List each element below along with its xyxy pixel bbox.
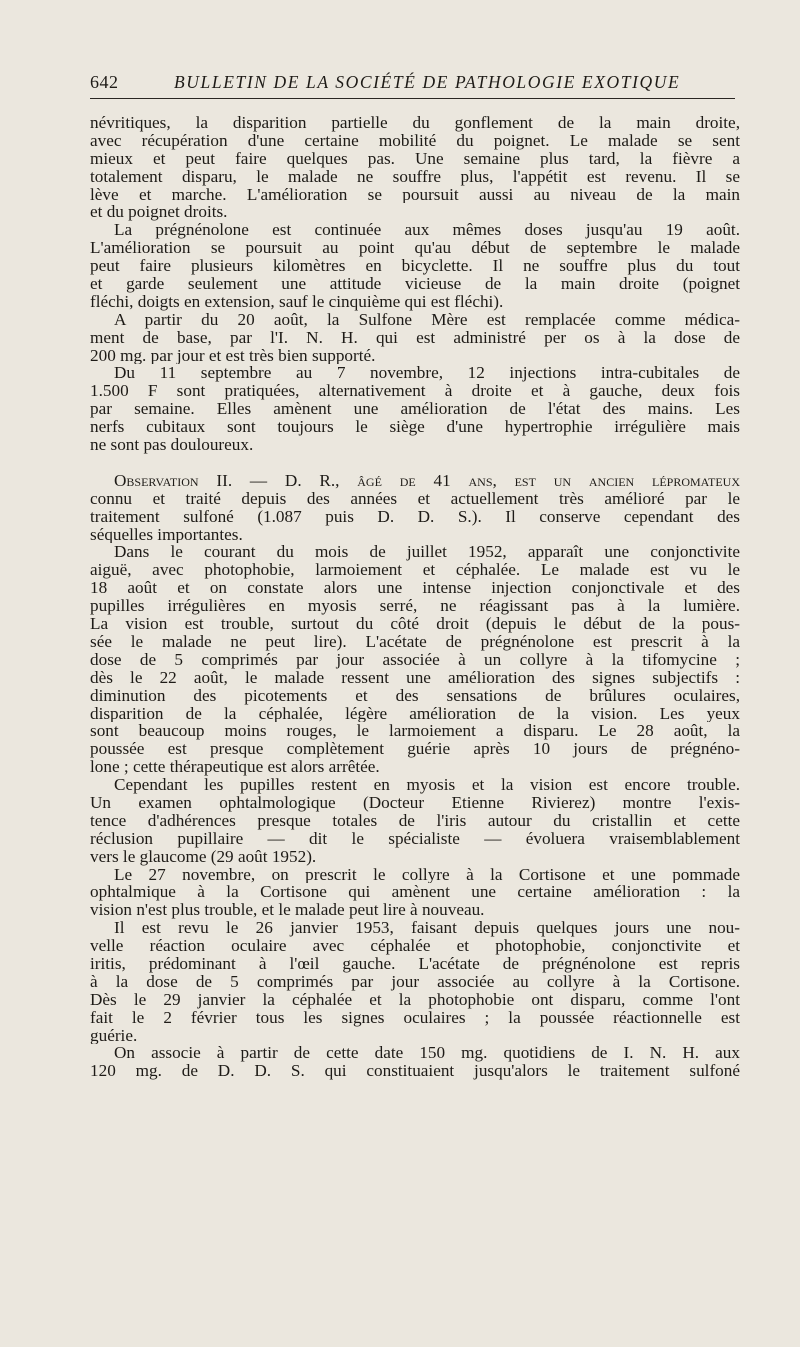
text-line: La vision est trouble, surtout du côté droit (depuis le début de la pous- bbox=[90, 615, 740, 633]
text-line: 1.500 F sont pratiquées, alternativement à droite et à gauche, deux fois bbox=[90, 382, 740, 401]
text-line: 18 août et on constate alors une intense injection conjonctivale et des bbox=[90, 579, 740, 598]
text-line: fléchi, doigts en extension, sauf le cinquième qui est fléchi). bbox=[90, 292, 504, 311]
text-line: On associe à partir de cette date 150 mg. quotidiens de I. N. H. aux bbox=[114, 1044, 740, 1063]
text-line: dose de 5 comprimés par jour associée à un collyre à la tifomycine ; bbox=[90, 650, 740, 669]
text-line: sée le malade ne peut lire). L'acétate de prégnénolone est prescrit à la bbox=[90, 632, 740, 651]
text-line: Du 11 septembre au 7 novembre, 12 injections intra-cubitales de bbox=[114, 364, 740, 383]
text-line: séquelles importantes. bbox=[90, 525, 243, 544]
text-line: lone ; cette thérapeutique est alors arrêtée. bbox=[90, 758, 380, 777]
text-line: névritiques, la disparition partielle du gonflement de la main droite, bbox=[90, 114, 740, 132]
text-line: à la dose de 5 comprimés par jour associée au collyre à la Cortisone. bbox=[90, 972, 740, 991]
text-line: ne sont pas douloureux. bbox=[90, 436, 254, 454]
text-line: Cependant les pupilles restent en myosis et la vision est encore trouble. bbox=[114, 776, 740, 794]
text-line: ment de base, par l'I. N. H. qui est administré per os à la dose de bbox=[90, 328, 740, 347]
text-line: avec récupération d'une certaine mobilité du poignet. Le malade se sent bbox=[90, 131, 740, 150]
text-line: La prégnénolone est continuée aux mêmes doses jusqu'au 19 août. bbox=[114, 221, 740, 240]
text-line: peut faire plusieurs kilomètres en bicyclette. Il ne souffre plus du tout bbox=[90, 257, 740, 276]
text-line: 200 mg. par jour et est très bien supporté. bbox=[90, 346, 376, 365]
text-line: mieux et peut faire quelques pas. Une semaine plus tard, la fièvre a bbox=[90, 149, 740, 168]
paragraph-gap bbox=[90, 454, 740, 472]
observation-heading-line: Observation II. — D. R., âgé de 41 ans, est un ancien lépromateux bbox=[114, 471, 740, 490]
text-line: connu et traité depuis des années et actuellement très amélioré par le bbox=[90, 489, 740, 508]
body-text bbox=[90, 114, 740, 1080]
running-header bbox=[90, 68, 735, 99]
text-line: pupilles irrégulières en myosis serré, ne réagissant pas à la lumière. bbox=[90, 597, 740, 616]
text-line: aiguë, avec photophobie, larmoiement et céphalée. Le malade est vu le bbox=[90, 561, 740, 580]
text-line: diminution des picotements et des sensations de brûlures oculaires, bbox=[90, 686, 740, 705]
text-line: vers le glaucome (29 août 1952). bbox=[90, 847, 317, 866]
text-line: guérie. bbox=[90, 1026, 138, 1045]
text-line: et garde seulement une attitude vicieuse de la main droite (poignet bbox=[90, 275, 740, 293]
text-line: disparition de la céphalée, légère amélioration de la vision. Les yeux bbox=[90, 704, 740, 723]
text-line: et du poignet droits. bbox=[90, 203, 228, 222]
text-line: fait le 2 février tous les signes oculaires ; la poussée réactionnelle est bbox=[90, 1008, 740, 1027]
text-line: Dans le courant du mois de juillet 1952, apparaît une conjonctivite bbox=[114, 543, 740, 562]
page-number: 642 bbox=[90, 72, 119, 92]
text-line: réclusion pupillaire — dit le spécialiste — évoluera vraisemblablement bbox=[90, 829, 740, 848]
text-line: nerfs cubitaux sont toujours le siège d'une hypertrophie irrégulière mais bbox=[90, 418, 740, 437]
text-line: totalement disparu, le malade ne souffre plus, l'appétit est revenu. Il se bbox=[90, 167, 740, 186]
text-line: tence d'adhérences presque totales de l'iris autour du cristallin et cette bbox=[90, 811, 740, 830]
journal-title: BULLETIN DE LA SOCIÉTÉ DE PATHOLOGIE EXOTIQUE bbox=[174, 72, 681, 92]
text-line: lève et marche. L'amélioration se poursuit aussi au niveau de la main bbox=[90, 185, 740, 204]
text-line: ophtalmique à la Cortisone qui amènent une certaine amélioration : la bbox=[90, 883, 740, 902]
text-line: traitement sulfoné (1.087 puis D. D. S.). Il conserve cependant des bbox=[90, 507, 740, 526]
text-line: L'amélioration se poursuit au point qu'au début de septembre le malade bbox=[90, 239, 740, 258]
text-line: Dès le 29 janvier la céphalée et la photophobie ont disparu, comme l'ont bbox=[90, 990, 740, 1009]
text-line: dès le 22 août, le malade ressent une amélioration des signes subjectifs : bbox=[90, 668, 740, 687]
text-line: Il est revu le 26 janvier 1953, faisant depuis quelques jours une nou- bbox=[114, 919, 740, 938]
text-line: par semaine. Elles amènent une amélioration de l'état des mains. Les bbox=[90, 400, 740, 419]
text-line: 120 mg. de D. D. S. qui constituaient jusqu'alors le traitement sulfoné bbox=[90, 1062, 740, 1081]
text-line: Le 27 novembre, on prescrit le collyre à la Cortisone et une pommade bbox=[114, 865, 740, 884]
text-line: Un examen ophtalmologique (Docteur Etienne Rivierez) montre l'exis- bbox=[90, 793, 740, 812]
text-line: sont beaucoup moins rouges, le larmoiement a disparu. Le 28 août, la bbox=[90, 722, 740, 741]
text-line: iritis, prédominant à l'œil gauche. L'acétate de prégnénolone est repris bbox=[90, 954, 740, 973]
text-line: velle réaction oculaire avec céphalée et photophobie, conjonctivite et bbox=[90, 937, 740, 955]
text-line: A partir du 20 août, la Sulfone Mère est remplacée comme médica- bbox=[114, 310, 740, 329]
text-line: poussée est presque complètement guérie après 10 jours de prégnéno- bbox=[90, 740, 740, 759]
text-line: vision n'est plus trouble, et le malade peut lire à nouveau. bbox=[90, 901, 485, 920]
